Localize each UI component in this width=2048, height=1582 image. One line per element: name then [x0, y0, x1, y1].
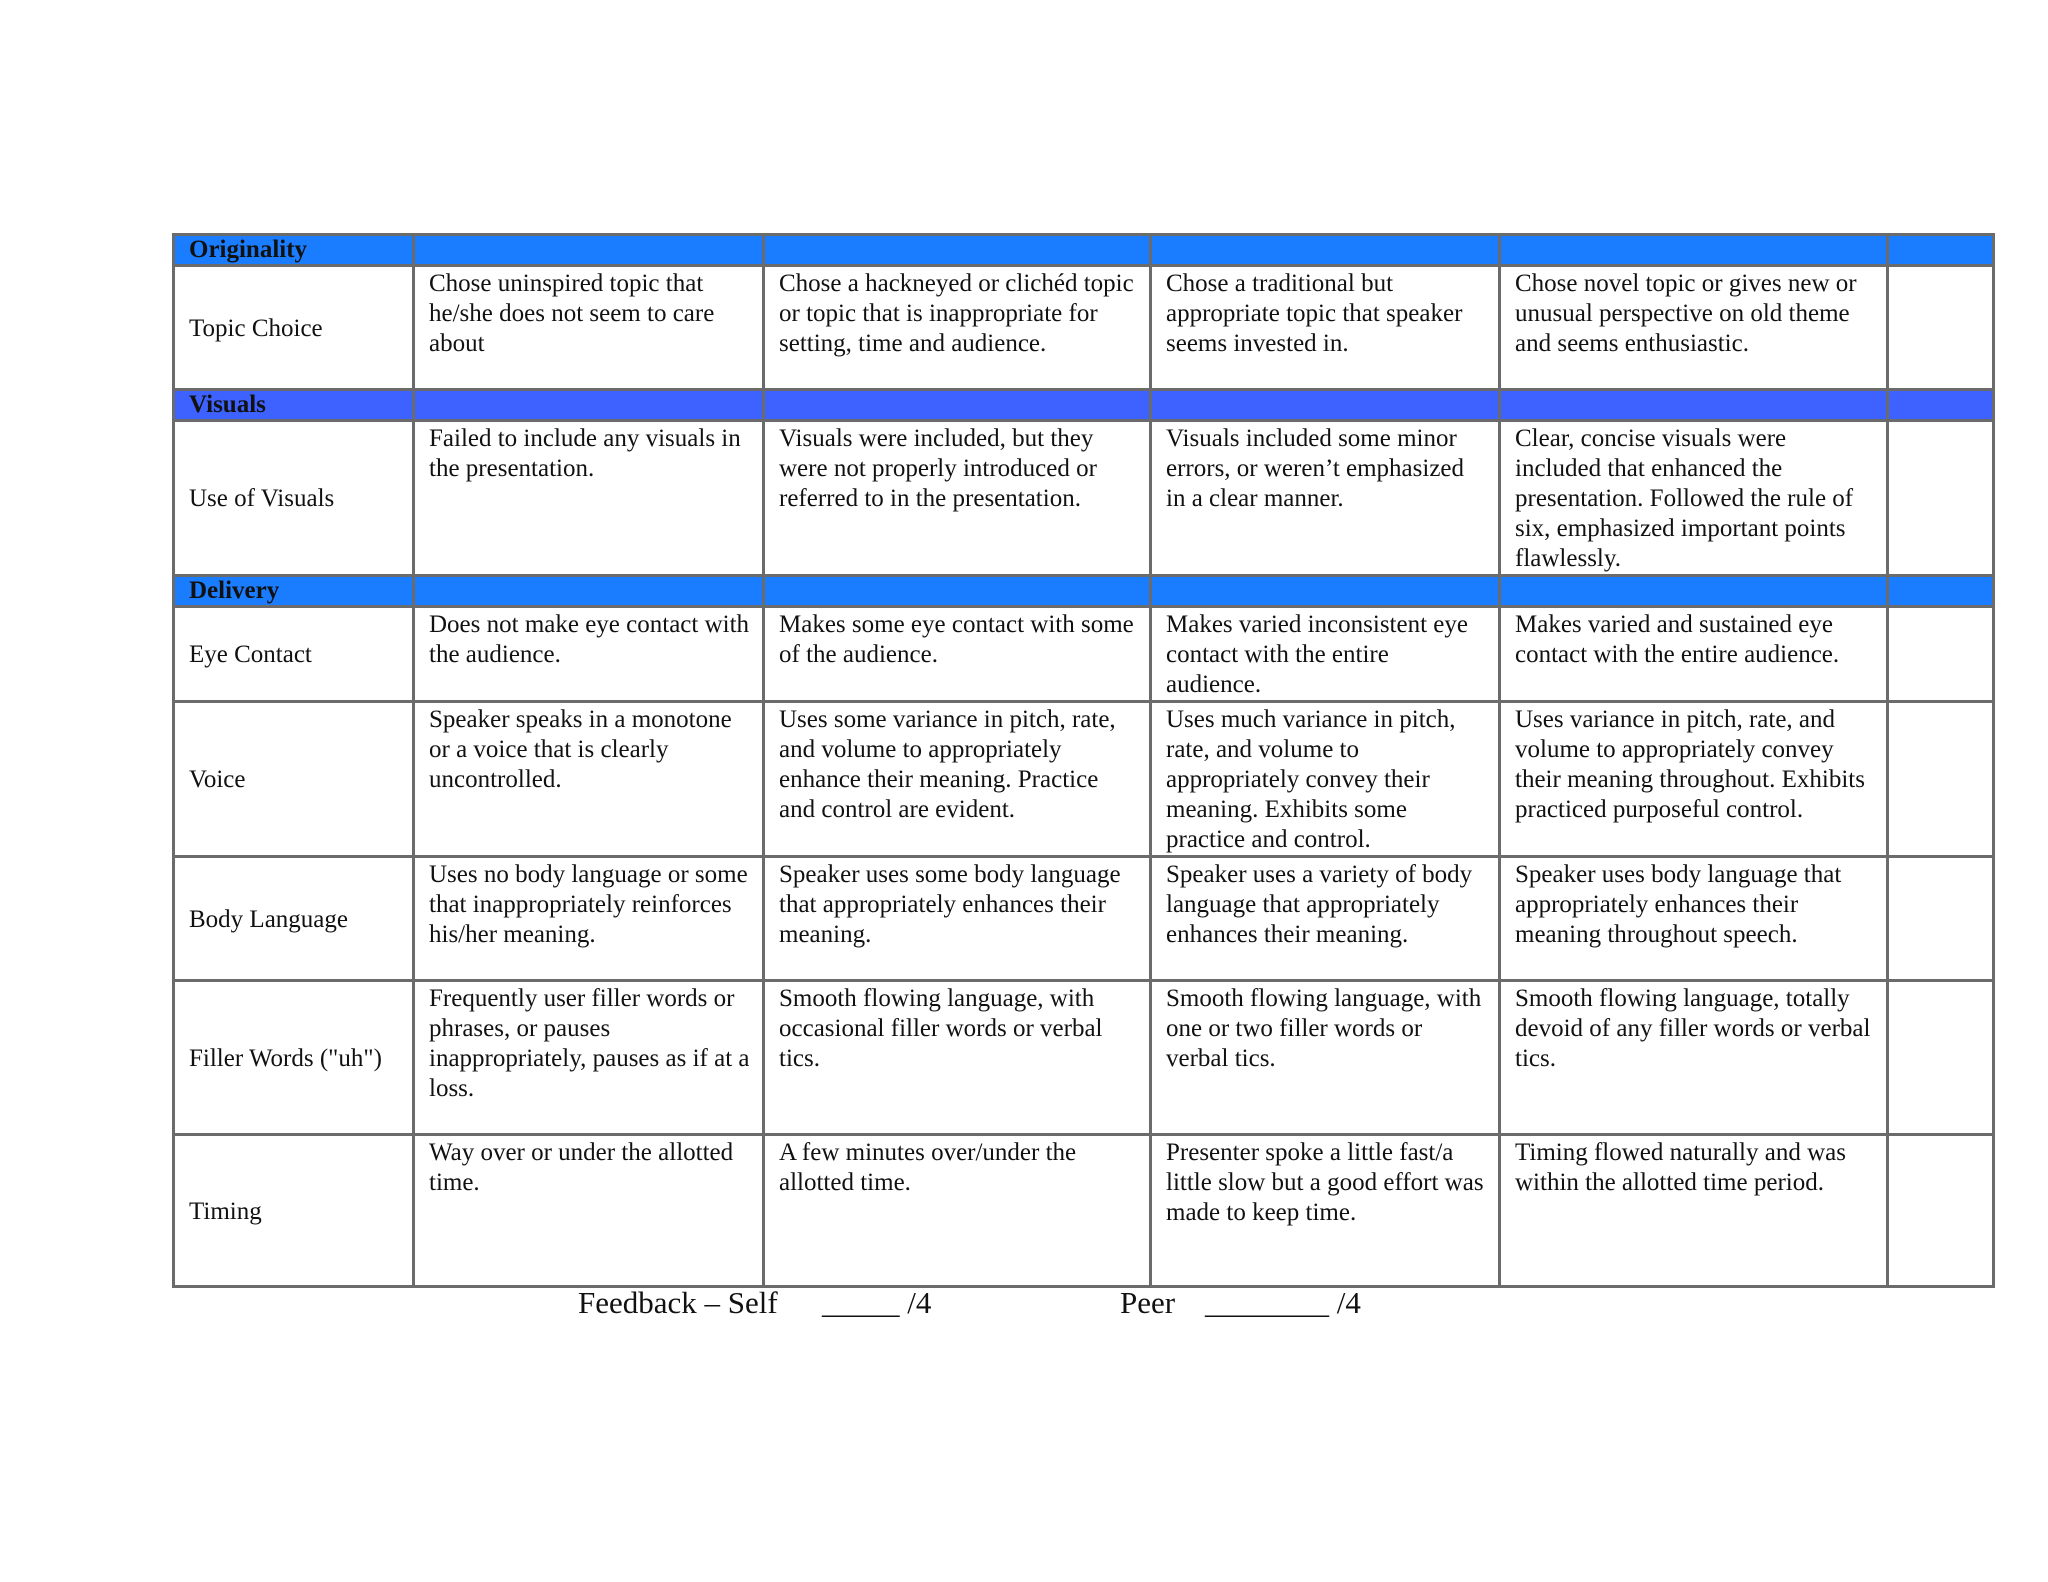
level-2-cell: Smooth flowing language, with occasional filler words or verbal tics.	[764, 981, 1151, 1135]
level-1-cell: Speaker speaks in a monotone or a voice that is clearly uncontrolled.	[414, 702, 764, 857]
score-cell	[1888, 702, 1994, 857]
level-1-cell: Uses no body language or some that inappropriately reinforces his/her meaning.	[414, 857, 764, 981]
score-cell	[1888, 981, 1994, 1135]
score-cell	[1888, 1135, 1994, 1287]
section-title: Visuals	[174, 390, 414, 421]
level-1-cell: Frequently user filler words or phrases, or pauses inappropriately, pauses as if at a loss.	[414, 981, 764, 1135]
feedback-self-score-blank: _____ /4	[822, 1285, 932, 1320]
feedback-peer-score-blank: ________ /4	[1205, 1285, 1361, 1320]
level-1-cell: Does not make eye contact with the audience.	[414, 607, 764, 702]
level-3-cell: Smooth flowing language, with one or two filler words or verbal tics.	[1151, 981, 1500, 1135]
level-3-cell: Presenter spoke a little fast/a little slow but a good effort was made to keep time.	[1151, 1135, 1500, 1287]
feedback-self-label: Feedback – Self	[578, 1285, 778, 1320]
level-3-cell: Uses much variance in pitch, rate, and volume to appropriately convey their meaning. Exhibits some practice and control.	[1151, 702, 1500, 857]
criterion-label: Voice	[174, 702, 414, 857]
level-1-cell: Way over or under the allotted time.	[414, 1135, 764, 1287]
level-4-cell: Speaker uses body language that appropriately enhances their meaning throughout speech.	[1500, 857, 1888, 981]
level-4-cell: Timing flowed naturally and was within the allotted time period.	[1500, 1135, 1888, 1287]
criterion-label: Filler Words ("uh")	[174, 981, 414, 1135]
criterion-label: Body Language	[174, 857, 414, 981]
level-2-cell: A few minutes over/under the allotted time.	[764, 1135, 1151, 1287]
level-2-cell: Speaker uses some body language that appropriately enhances their meaning.	[764, 857, 1151, 981]
feedback-peer-label: Peer	[1120, 1285, 1176, 1320]
criterion-label: Topic Choice	[174, 266, 414, 390]
level-4-cell: Clear, concise visuals were included that enhanced the presentation. Followed the rule of six, emphasized important points flawlessly.	[1500, 421, 1888, 576]
section-header-delivery	[174, 576, 1994, 607]
criterion-label: Timing	[174, 1135, 414, 1287]
score-cell	[1888, 607, 1994, 702]
level-3-cell: Makes varied inconsistent eye contact with the entire audience.	[1151, 607, 1500, 702]
level-4-cell: Chose novel topic or gives new or unusual perspective on old theme and seems enthusiastic.	[1500, 266, 1888, 390]
section-title: Originality	[174, 235, 414, 266]
rubric-row-eye-contact	[174, 607, 1994, 702]
score-cell	[1888, 421, 1994, 576]
level-2-cell: Visuals were included, but they were not properly introduced or referred to in the presentation.	[764, 421, 1151, 576]
rubric-row-timing	[174, 1135, 1994, 1287]
level-4-cell: Smooth flowing language, totally devoid of any filler words or verbal tics.	[1500, 981, 1888, 1135]
level-3-cell: Chose a traditional but appropriate topic that speaker seems invested in.	[1151, 266, 1500, 390]
score-cell	[1888, 857, 1994, 981]
rubric-row-use-of-visuals	[174, 421, 1994, 576]
rubric-row-filler-words	[174, 981, 1994, 1135]
level-4-cell: Uses variance in pitch, rate, and volume to appropriately convey their meaning throughout. Exhibits practiced purposeful control.	[1500, 702, 1888, 857]
section-header-visuals	[174, 390, 1994, 421]
section-header-originality	[174, 235, 1994, 266]
rubric-table	[172, 233, 1995, 1288]
score-cell	[1888, 266, 1994, 390]
rubric-row-topic-choice	[174, 266, 1994, 390]
rubric-row-voice	[174, 702, 1994, 857]
level-3-cell: Speaker uses a variety of body language that appropriately enhances their meaning.	[1151, 857, 1500, 981]
level-1-cell: Failed to include any visuals in the presentation.	[414, 421, 764, 576]
criterion-label: Use of Visuals	[174, 421, 414, 576]
rubric-row-body-language	[174, 857, 1994, 981]
level-2-cell: Makes some eye contact with some of the audience.	[764, 607, 1151, 702]
level-1-cell: Chose uninspired topic that he/she does not seem to care about	[414, 266, 764, 390]
level-3-cell: Visuals included some minor errors, or weren’t emphasized in a clear manner.	[1151, 421, 1500, 576]
level-2-cell: Chose a hackneyed or clichéd topic or topic that is inappropriate for setting, time and audience.	[764, 266, 1151, 390]
criterion-label: Eye Contact	[174, 607, 414, 702]
level-4-cell: Makes varied and sustained eye contact with the entire audience.	[1500, 607, 1888, 702]
section-title: Delivery	[174, 576, 414, 607]
level-2-cell: Uses some variance in pitch, rate, and volume to appropriately enhance their meaning. Practice and control are evident.	[764, 702, 1151, 857]
